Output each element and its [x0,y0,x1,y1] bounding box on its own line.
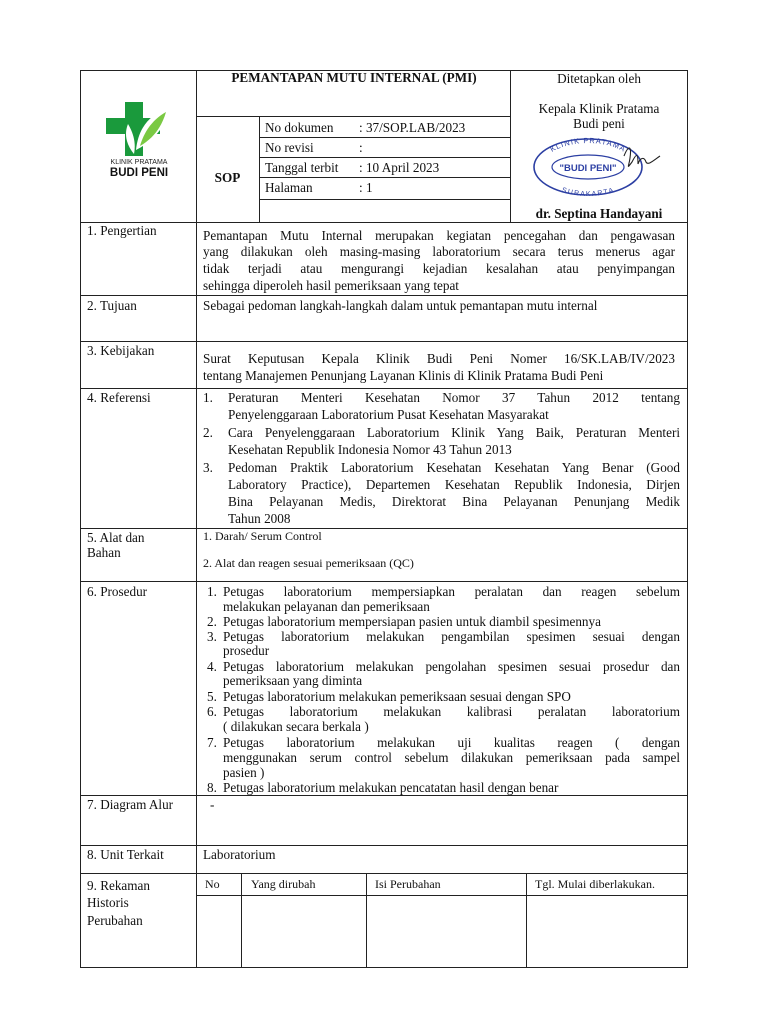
proc-line: ( dilakukan secara berkala ) [223,719,369,734]
kebijakan-line: tentang Manajemen Penunjang Layanan Klinis di Klinik Pratama Budi Peni [203,368,604,383]
stamp-center-text: "BUDI PENI" [559,163,617,174]
proc-line: melakukan pelayanan dan pemeriksaan [223,599,430,614]
pengertian-line: sehingga diperoleh hasil pemeriksaan yang tepat [203,278,459,293]
stamp-top-text: KLINIK PRATAMA [548,136,628,154]
ref-num: 2. [203,425,213,440]
proc-line: pasien ) [223,765,265,780]
meta-label-no-revisi: No revisi [265,140,314,155]
label-alat-1: 5. Alat dan [87,530,145,545]
ref-num: 3. [203,460,213,475]
proc-line: prosedur [223,643,270,658]
label-rekaman: 9. Rekaman [87,878,150,893]
kepala-line1: Kepala Klinik Pratama [538,101,660,116]
proc-line: Petugas laboratorium mempersiapkan peralatan dan reagen sebelum [223,584,680,599]
pengertian-line: Pemantapan Mutu Internal merupakan kegiatan pencegahan dan pengawasan [203,228,675,243]
ref-line: Penyelenggaraan Laboratorium Pusat Kesehatan Masyarakat [228,407,549,422]
proc-line: menggunakan serum control sebelum dilakukan pemeriksaan pada sampel [223,750,680,765]
label-rekaman: Historis [87,895,129,910]
ditetapkan-oleh: Ditetapkan oleh [557,71,641,86]
proc-num: 6. [207,704,217,719]
proc-num: 7. [207,735,217,750]
ref-line: Cara Penyelenggaraan Laboratorium Klinik Yang Baik, Peraturan Menteri [228,425,680,440]
alat-item: 2. Alat dan reagen sesuai pemeriksaan (QC) [203,556,414,570]
kebijakan-line: Surat Keputusan Kepala Klinik Budi Peni Nomer 16/SK.LAB/IV/2023 [203,351,675,366]
ref-num: 1. [203,390,213,405]
ref-line: Kesehatan Republik Indonesia Nomor 43 Tahun 2013 [228,442,512,457]
ref-line: Tahun 2008 [228,511,291,526]
sop-label: SOP [214,170,241,185]
pengertian-line: yang dilakukan oleh masing-masing laboratorium secara terus menerus agar [203,244,675,259]
label-alat-2: Bahan [87,545,121,560]
pengertian-line: tidak terjadi atau mengurangi kejadian kesalahan atau penyimpangan [203,261,675,276]
diagram-text: - [210,797,215,812]
ref-line: Laboratory Practice), Departemen Kesehatan Republik Indonesia, Dirjen [228,477,680,492]
proc-num: 1. [207,584,217,599]
ref-line: Peraturan Menteri Kesehatan Nomor 37 Tahun 2012 tentang [228,390,680,405]
meta-value-no-revisi: : [359,140,363,155]
rekaman-col-no: No [205,877,220,891]
tujuan-text: Sebagai pedoman langkah-langkah dalam untuk pemantapan mutu internal [203,298,598,313]
proc-num: 4. [207,659,217,674]
cross-leaf-icon [100,100,178,158]
signer-name: dr. Septina Handayani [535,206,663,221]
clinic-logo [100,100,178,182]
alat-item: 1. Darah/ Serum Control [203,529,322,543]
ref-line: Pedoman Praktik Laboratorium Kesehatan Kesehatan Yang Benar (Good [228,460,680,475]
logo-line2: BUDI PENI [109,167,169,179]
document-frame [80,70,688,968]
proc-line: Petugas laboratorium melakukan pengambilan spesimen sesuai dengan [223,629,680,644]
meta-label-no-dokumen: No dokumen [265,120,334,135]
label-pengertian: 1. Pengertian [87,223,157,238]
label-rekaman: Perubahan [87,913,143,928]
stamp-bottom-text: SURAKARTA [560,186,616,198]
logo-line1: KLINIK PRATAMA [110,159,168,166]
proc-num: 8. [207,780,217,795]
proc-num: 2. [207,614,217,629]
proc-line: Petugas laboratorium melakukan pemeriksaan sesuai dengan SPO [223,689,571,704]
rekaman-col-isi-perubahan: Isi Perubahan [375,877,441,891]
meta-label-halaman: Halaman [265,180,313,195]
proc-num: 5. [207,689,217,704]
proc-line: Petugas laboratorium mempersiapan pasien untuk diambil spesimennya [223,614,601,629]
proc-line: Petugas laboratorium melakukan kalibrasi peralatan laboratorium [223,704,680,719]
label-tujuan: 2. Tujuan [87,298,137,313]
proc-line: pemeriksaan yang diminta [223,673,363,688]
rekaman-col-tgl: Tgl. Mulai diberlakukan. [535,877,655,891]
proc-line: Petugas laboratorium melakukan pencatatan hasil dengan benar [223,780,559,795]
meta-label-tanggal: Tanggal terbit [265,160,339,175]
clinic-stamp [528,136,668,198]
svg-text:SURAKARTA [561,187,615,198]
ref-line: Bina Pelayanan Medis, Direktorat Bina Pelayanan Penunjang Medik [228,494,680,509]
label-kebijakan: 3. Kebijakan [87,343,155,358]
unit-text: Laboratorium [203,847,276,862]
proc-line: Petugas laboratorium melakukan uji kualitas reagen ( dengan [223,735,680,750]
document-title: PEMANTAPAN MUTU INTERNAL (PMI) [231,70,477,85]
label-unit: 8. Unit Terkait [87,847,164,862]
label-prosedur: 6. Prosedur [87,584,148,599]
kepala-line2: Budi peni [573,116,625,131]
meta-value-no-dokumen: : 37/SOP.LAB/2023 [359,120,466,135]
proc-line: Petugas laboratorium melakukan pengolahan spesimen sesuai prosedur dan [223,659,680,674]
meta-value-halaman: : 1 [359,180,373,195]
svg-text:KLINIK PRATAMA [548,136,627,154]
proc-num: 3. [207,629,217,644]
label-referensi: 4. Referensi [87,390,151,405]
meta-value-tanggal: : 10 April 2023 [359,160,440,175]
label-diagram: 7. Diagram Alur [87,797,174,812]
rekaman-col-yang-dirubah: Yang dirubah [251,877,316,891]
